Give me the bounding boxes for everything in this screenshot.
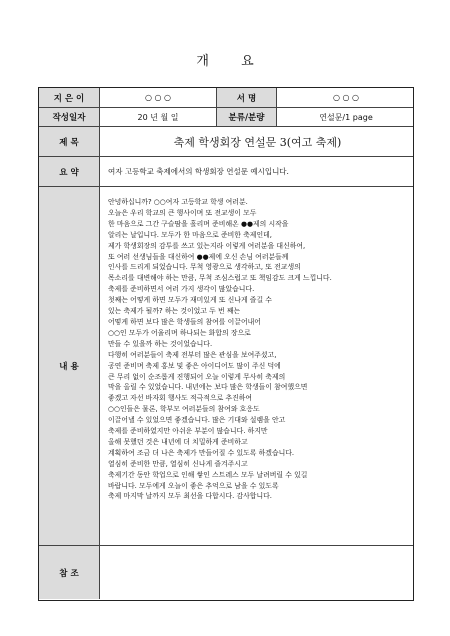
- content-line: 공연 준비며 축제 홍보 및 좋은 아이디어도 많이 주신 덕에: [108, 361, 281, 370]
- signature-label: 서 명: [216, 88, 276, 107]
- category-label: 분류/분량: [216, 108, 276, 126]
- date-row: [39, 107, 413, 126]
- content-line: 다행히 여러분들이 축제 전부터 많은 관심을 보여주셨고,: [108, 350, 277, 359]
- reference-label: 참 조: [39, 546, 99, 599]
- reference-value: [99, 546, 415, 599]
- document-form: [38, 87, 414, 601]
- content-line: 만들 수 있을까 하는 것이었습니다.: [108, 339, 213, 348]
- content-line: 막을 올릴 수 있었습니다. 내년에는 보다 많은 학생들이 참여했으면: [108, 383, 308, 392]
- reference-row: [39, 545, 413, 599]
- content-line: 오늘은 우리 학교의 큰 행사이며 또 전교생이 모두: [108, 208, 257, 217]
- content-row: [39, 186, 413, 545]
- content-line: 또 여러 선생님들을 대신하여 ●●제에 오신 손님 여러분들께: [108, 252, 289, 261]
- content-line: 첫째는 어떻게 하면 모두가 재미있게 또 신나게 즐길 수: [108, 296, 272, 305]
- content-body: [99, 187, 415, 545]
- content-line: 알리는 날입니다. 모두가 한 마음으로 준비한 축제인데,: [108, 230, 272, 239]
- writer-label: 지 은 이: [39, 88, 99, 107]
- content-line: 있는 축제가 될까? 하는 것이었고 두 번 째는: [108, 307, 241, 316]
- signature-value: ○ ○ ○: [276, 88, 415, 107]
- content-line: 좋겠고 자선 바자회 행사도 적극적으로 추진하여: [108, 394, 253, 403]
- content-line: 바랍니다. 모두에게 오늘이 좋은 추억으로 남을 수 있도록: [108, 481, 279, 490]
- summary-label: 요 약: [39, 157, 99, 186]
- writer-row: [39, 88, 413, 107]
- content-line: 안녕하십니까? ○○여자 고등학교 학생 여러분.: [108, 198, 248, 206]
- content-line: ○○인들은 물론, 학부모 여러분들의 참여와 호응도: [108, 405, 260, 414]
- date-value: 20 년 월 일: [99, 108, 216, 126]
- summary-value: 여자 고등학교 축제에서의 학생회장 연설문 예시입니다.: [99, 157, 415, 186]
- date-label: 작성일자: [39, 108, 99, 126]
- content-line: 큰 무리 없이 순조롭게 진행되어 오늘 이렇게 무사히 축제의: [108, 372, 286, 381]
- content-line: 계획하여 조금 더 나은 축제가 만들어질 수 있도록 하겠습니다.: [108, 448, 295, 457]
- content-line: 축제를 준비하였지만 아쉬운 부분이 많습니다. 하지만: [108, 427, 268, 436]
- content-line: ○○인 모두가 어울리며 하나되는 화합의 장으로: [108, 328, 251, 337]
- content-line: 목소리를 대변해야 하는 만큼, 무척 조심스럽고 또 책임감도 크게 느낍니다.: [108, 274, 332, 283]
- category-value: 연설문/1 page: [276, 108, 415, 126]
- content-line: 인사를 드리게 되었습니다. 무척 영광으로 생각하고, 또 전교생의: [108, 263, 301, 272]
- content-line: 올해 못했던 것은 내년에 더 치밀하게 준비하고: [108, 437, 248, 446]
- content-line: 열심히 준비한 만큼, 열심히 신나게 즐겨주시고: [108, 459, 248, 468]
- content-line: 축제기간 동안 학업으로 인해 쌓인 스트레스 모두 날려버릴 수 있길: [108, 470, 308, 479]
- subject-label: 제 목: [39, 127, 99, 156]
- content-line: 축제 마지막 날까지 모두 최선을 다합시다. 감사합니다.: [108, 492, 272, 501]
- subject-row: [39, 126, 413, 156]
- content-line: 축제를 준비하면서 여러 가지 생각이 많았습니다.: [108, 285, 255, 294]
- summary-row: [39, 156, 413, 186]
- content-line: 제가 학생회장의 감투를 쓰고 있는지라 이렇게 여러분을 대신하여,: [108, 241, 306, 250]
- writer-value: ○ ○ ○: [99, 88, 216, 107]
- subject-value: 축제 학생회장 연설문 3(여고 축제): [99, 127, 415, 156]
- content-line: 한 마음으로 그간 구슬땀을 흘리며 준비해온 ●●제의 시작을: [108, 219, 289, 228]
- content-line: 어떻게 하면 보다 많은 학생들의 참여를 이끌어내어: [108, 317, 261, 326]
- content-line: 이끌어낼 수 있었으면 좋겠습니다. 많은 기대와 설렘을 안고: [108, 416, 286, 425]
- page-title: 개 요: [196, 54, 268, 69]
- content-label: 내 용: [39, 187, 99, 545]
